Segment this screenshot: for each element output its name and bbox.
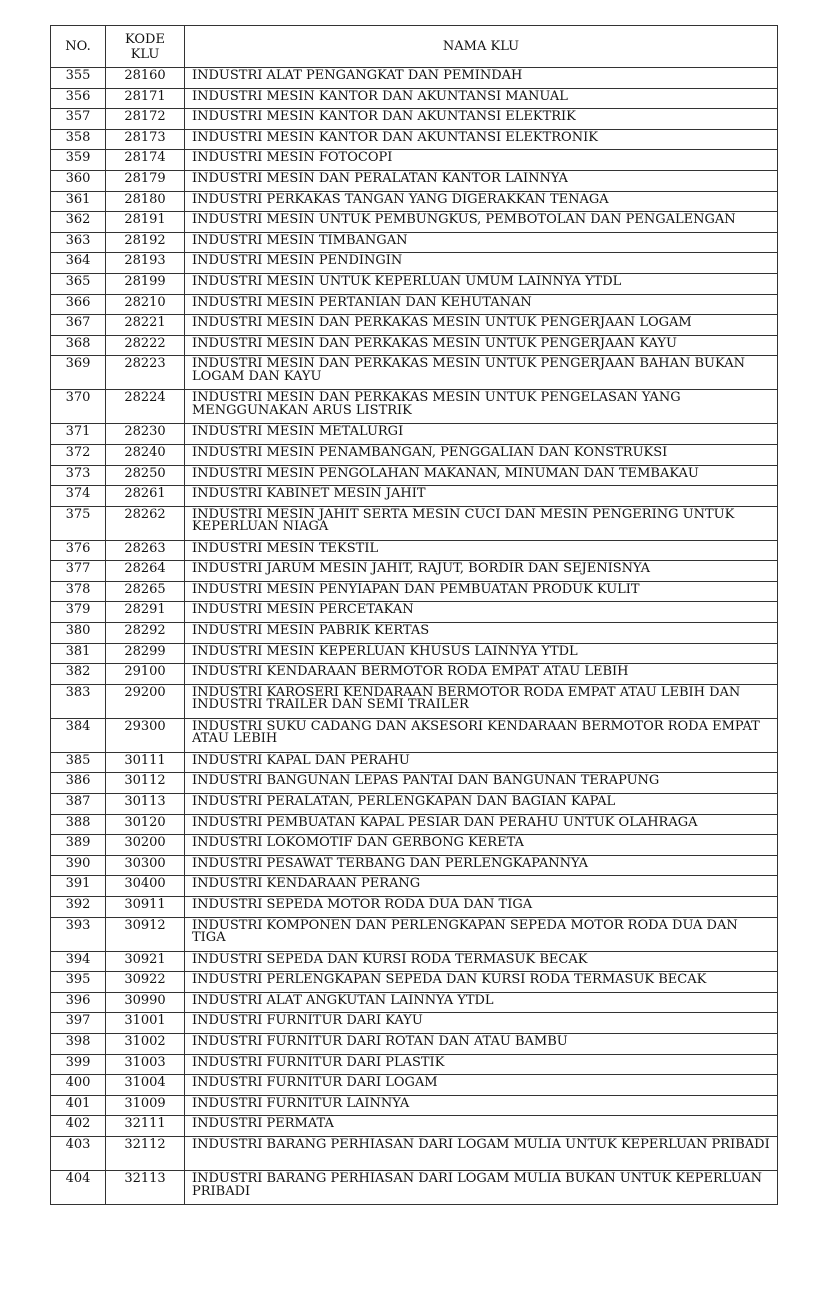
row-no: 404 — [51, 1170, 106, 1204]
row-no: 375 — [51, 506, 106, 540]
table-row — [51, 444, 778, 465]
row-nama-klu: INDUSTRI PERMATA — [185, 1116, 778, 1137]
header-kode-line1: KODE — [125, 31, 165, 47]
row-no: 373 — [51, 465, 106, 486]
table-row — [51, 232, 778, 253]
row-no: 356 — [51, 88, 106, 109]
row-kode-klu: 28265 — [106, 581, 185, 602]
row-no: 355 — [51, 68, 106, 89]
row-kode-klu: 31002 — [106, 1033, 185, 1054]
row-no: 392 — [51, 897, 106, 918]
row-kode-klu: 29200 — [106, 684, 185, 718]
row-kode-klu: 28262 — [106, 506, 185, 540]
row-no: 381 — [51, 643, 106, 664]
table-row — [51, 876, 778, 897]
table-row — [51, 623, 778, 644]
row-nama-klu: INDUSTRI MESIN DAN PERKAKAS MESIN UNTUK PENGERJAAN LOGAM — [185, 315, 778, 336]
klu-table — [50, 25, 778, 1205]
row-no: 393 — [51, 917, 106, 951]
row-kode-klu: 30400 — [106, 876, 185, 897]
row-nama-klu: INDUSTRI PESAWAT TERBANG DAN PERLENGKAPANNYA — [185, 855, 778, 876]
row-nama-klu: INDUSTRI KOMPONEN DAN PERLENGKAPAN SEPEDA MOTOR RODA DUA DAN TIGA — [185, 917, 778, 951]
header-no: NO. — [51, 26, 106, 68]
row-no: 399 — [51, 1054, 106, 1075]
row-kode-klu: 28263 — [106, 540, 185, 561]
row-kode-klu: 28291 — [106, 602, 185, 623]
row-nama-klu: INDUSTRI MESIN PABRIK KERTAS — [185, 623, 778, 644]
table-row — [51, 170, 778, 191]
table-row — [51, 540, 778, 561]
header-row — [51, 26, 778, 68]
table-row — [51, 1075, 778, 1096]
row-kode-klu: 29100 — [106, 664, 185, 685]
row-no: 369 — [51, 356, 106, 390]
table-row — [51, 68, 778, 89]
table-row — [51, 835, 778, 856]
row-no: 397 — [51, 1013, 106, 1034]
table-row — [51, 486, 778, 507]
row-kode-klu: 28192 — [106, 232, 185, 253]
table-row — [51, 150, 778, 171]
row-kode-klu: 30300 — [106, 855, 185, 876]
row-nama-klu: INDUSTRI SEPEDA DAN KURSI RODA TERMASUK BECAK — [185, 951, 778, 972]
row-kode-klu: 28199 — [106, 273, 185, 294]
row-no: 358 — [51, 129, 106, 150]
row-nama-klu: INDUSTRI MESIN KEPERLUAN KHUSUS LAINNYA YTDL — [185, 643, 778, 664]
row-no: 385 — [51, 752, 106, 773]
row-no: 379 — [51, 602, 106, 623]
row-kode-klu: 30111 — [106, 752, 185, 773]
row-no: 366 — [51, 294, 106, 315]
table-row — [51, 294, 778, 315]
row-no: 382 — [51, 664, 106, 685]
row-kode-klu: 30990 — [106, 992, 185, 1013]
table-row — [51, 814, 778, 835]
row-kode-klu: 28173 — [106, 129, 185, 150]
row-no: 368 — [51, 335, 106, 356]
row-nama-klu: INDUSTRI KABINET MESIN JAHIT — [185, 486, 778, 507]
table-row — [51, 897, 778, 918]
row-kode-klu: 29300 — [106, 718, 185, 752]
row-kode-klu: 28160 — [106, 68, 185, 89]
row-kode-klu: 28230 — [106, 424, 185, 445]
row-kode-klu: 30112 — [106, 773, 185, 794]
table-row — [51, 561, 778, 582]
row-kode-klu: 28171 — [106, 88, 185, 109]
row-no: 371 — [51, 424, 106, 445]
row-nama-klu: INDUSTRI MESIN DAN PERKAKAS MESIN UNTUK PENGERJAAN BAHAN BUKAN LOGAM DAN KAYU — [185, 356, 778, 390]
row-no: 370 — [51, 390, 106, 424]
row-no: 390 — [51, 855, 106, 876]
row-kode-klu: 28210 — [106, 294, 185, 315]
row-kode-klu: 31004 — [106, 1075, 185, 1096]
row-kode-klu: 28250 — [106, 465, 185, 486]
row-no: 367 — [51, 315, 106, 336]
row-nama-klu: INDUSTRI MESIN JAHIT SERTA MESIN CUCI DAN MESIN PENGERING UNTUK KEPERLUAN NIAGA — [185, 506, 778, 540]
row-no: 378 — [51, 581, 106, 602]
row-kode-klu: 31009 — [106, 1095, 185, 1116]
table-row — [51, 253, 778, 274]
row-nama-klu: INDUSTRI SEPEDA MOTOR RODA DUA DAN TIGA — [185, 897, 778, 918]
table-row — [51, 1136, 778, 1170]
row-kode-klu: 30912 — [106, 917, 185, 951]
row-kode-klu: 28240 — [106, 444, 185, 465]
row-nama-klu: INDUSTRI KAROSERI KENDARAAN BERMOTOR RODA EMPAT ATAU LEBIH DAN INDUSTRI TRAILER DAN SEMI TRAILER — [185, 684, 778, 718]
row-kode-klu: 28222 — [106, 335, 185, 356]
row-nama-klu: INDUSTRI MESIN UNTUK PEMBUNGKUS, PEMBOTOLAN DAN PENGALENGAN — [185, 212, 778, 233]
row-kode-klu: 28180 — [106, 191, 185, 212]
table-row — [51, 212, 778, 233]
table-row — [51, 684, 778, 718]
row-no: 372 — [51, 444, 106, 465]
row-no: 360 — [51, 170, 106, 191]
row-no: 391 — [51, 876, 106, 897]
row-nama-klu: INDUSTRI PERLENGKAPAN SEPEDA DAN KURSI RODA TERMASUK BECAK — [185, 972, 778, 993]
table-row — [51, 992, 778, 1013]
table-row — [51, 752, 778, 773]
row-nama-klu: INDUSTRI ALAT PENGANGKAT DAN PEMINDAH — [185, 68, 778, 89]
row-no: 388 — [51, 814, 106, 835]
table-row — [51, 1095, 778, 1116]
table-row — [51, 129, 778, 150]
row-kode-klu: 30911 — [106, 897, 185, 918]
row-no: 389 — [51, 835, 106, 856]
table-row — [51, 581, 778, 602]
row-nama-klu: INDUSTRI MESIN KANTOR DAN AKUNTANSI MANUAL — [185, 88, 778, 109]
table-row — [51, 917, 778, 951]
row-nama-klu: INDUSTRI MESIN KANTOR DAN AKUNTANSI ELEKTRIK — [185, 109, 778, 130]
row-nama-klu: INDUSTRI BARANG PERHIASAN DARI LOGAM MULIA BUKAN UNTUK KEPERLUAN PRIBADI — [185, 1170, 778, 1204]
row-no: 396 — [51, 992, 106, 1013]
row-kode-klu: 28299 — [106, 643, 185, 664]
table-row — [51, 718, 778, 752]
table-row — [51, 390, 778, 424]
row-kode-klu: 28221 — [106, 315, 185, 336]
row-nama-klu: INDUSTRI MESIN PERTANIAN DAN KEHUTANAN — [185, 294, 778, 315]
row-kode-klu: 30200 — [106, 835, 185, 856]
header-kode-line2: KLU — [130, 46, 160, 62]
row-kode-klu: 30120 — [106, 814, 185, 835]
row-no: 365 — [51, 273, 106, 294]
table-row — [51, 1013, 778, 1034]
row-nama-klu: INDUSTRI PERALATAN, PERLENGKAPAN DAN BAGIAN KAPAL — [185, 794, 778, 815]
table-row — [51, 1054, 778, 1075]
table-row — [51, 273, 778, 294]
row-no: 361 — [51, 191, 106, 212]
row-no: 394 — [51, 951, 106, 972]
row-kode-klu: 28223 — [106, 356, 185, 390]
table-row — [51, 424, 778, 445]
row-nama-klu: INDUSTRI MESIN DAN PERKAKAS MESIN UNTUK PENGERJAAN KAYU — [185, 335, 778, 356]
row-nama-klu: INDUSTRI KENDARAAN BERMOTOR RODA EMPAT ATAU LEBIH — [185, 664, 778, 685]
table-row — [51, 109, 778, 130]
row-nama-klu: INDUSTRI MESIN DAN PERALATAN KANTOR LAINNYA — [185, 170, 778, 191]
header-nama-klu: NAMA KLU — [185, 26, 778, 68]
table-row — [51, 191, 778, 212]
row-no: 402 — [51, 1116, 106, 1137]
row-kode-klu: 31001 — [106, 1013, 185, 1034]
row-nama-klu: INDUSTRI LOKOMOTIF DAN GERBONG KERETA — [185, 835, 778, 856]
table-row — [51, 1033, 778, 1054]
row-no: 395 — [51, 972, 106, 993]
table-body — [51, 68, 778, 1205]
row-kode-klu: 32113 — [106, 1170, 185, 1204]
row-nama-klu: INDUSTRI FURNITUR DARI PLASTIK — [185, 1054, 778, 1075]
table-row — [51, 465, 778, 486]
row-nama-klu: INDUSTRI MESIN UNTUK KEPERLUAN UMUM LAINNYA YTDL — [185, 273, 778, 294]
row-nama-klu: INDUSTRI FURNITUR DARI LOGAM — [185, 1075, 778, 1096]
row-no: 380 — [51, 623, 106, 644]
table-row — [51, 855, 778, 876]
table-row — [51, 1170, 778, 1204]
row-nama-klu: INDUSTRI PERKAKAS TANGAN YANG DIGERAKKAN TENAGA — [185, 191, 778, 212]
row-kode-klu: 30922 — [106, 972, 185, 993]
row-nama-klu: INDUSTRI MESIN PENAMBANGAN, PENGGALIAN DAN KONSTRUKSI — [185, 444, 778, 465]
row-no: 374 — [51, 486, 106, 507]
table-row — [51, 664, 778, 685]
row-nama-klu: INDUSTRI MESIN PENGOLAHAN MAKANAN, MINUMAN DAN TEMBAKAU — [185, 465, 778, 486]
row-nama-klu: INDUSTRI ALAT ANGKUTAN LAINNYA YTDL — [185, 992, 778, 1013]
row-kode-klu: 28174 — [106, 150, 185, 171]
row-nama-klu: INDUSTRI FURNITUR DARI ROTAN DAN ATAU BAMBU — [185, 1033, 778, 1054]
table-row — [51, 794, 778, 815]
row-no: 400 — [51, 1075, 106, 1096]
row-no: 403 — [51, 1136, 106, 1170]
row-kode-klu: 32111 — [106, 1116, 185, 1137]
table-row — [51, 972, 778, 993]
row-nama-klu: INDUSTRI MESIN PENYIAPAN DAN PEMBUATAN PRODUK KULIT — [185, 581, 778, 602]
row-nama-klu: INDUSTRI MESIN KANTOR DAN AKUNTANSI ELEKTRONIK — [185, 129, 778, 150]
row-kode-klu: 30113 — [106, 794, 185, 815]
row-nama-klu: INDUSTRI FURNITUR DARI KAYU — [185, 1013, 778, 1034]
row-no: 362 — [51, 212, 106, 233]
table-row — [51, 315, 778, 336]
row-nama-klu: INDUSTRI MESIN PENDINGIN — [185, 253, 778, 274]
header-kode-klu — [106, 26, 185, 68]
row-no: 359 — [51, 150, 106, 171]
table-row — [51, 1116, 778, 1137]
table-row — [51, 951, 778, 972]
row-kode-klu: 28261 — [106, 486, 185, 507]
row-kode-klu: 28292 — [106, 623, 185, 644]
row-nama-klu: INDUSTRI SUKU CADANG DAN AKSESORI KENDARAAN BERMOTOR RODA EMPAT ATAU LEBIH — [185, 718, 778, 752]
row-kode-klu: 28193 — [106, 253, 185, 274]
row-kode-klu: 30921 — [106, 951, 185, 972]
row-kode-klu: 28179 — [106, 170, 185, 191]
row-nama-klu: INDUSTRI MESIN TEKSTIL — [185, 540, 778, 561]
row-nama-klu: INDUSTRI MESIN METALURGI — [185, 424, 778, 445]
row-nama-klu: INDUSTRI PEMBUATAN KAPAL PESIAR DAN PERAHU UNTUK OLAHRAGA — [185, 814, 778, 835]
row-no: 384 — [51, 718, 106, 752]
table-row — [51, 356, 778, 390]
row-no: 376 — [51, 540, 106, 561]
row-nama-klu: INDUSTRI MESIN DAN PERKAKAS MESIN UNTUK PENGELASAN YANG MENGGUNAKAN ARUS LISTRIK — [185, 390, 778, 424]
row-no: 377 — [51, 561, 106, 582]
row-no: 383 — [51, 684, 106, 718]
row-nama-klu: INDUSTRI BANGUNAN LEPAS PANTAI DAN BANGUNAN TERAPUNG — [185, 773, 778, 794]
row-no: 364 — [51, 253, 106, 274]
row-nama-klu: INDUSTRI JARUM MESIN JAHIT, RAJUT, BORDIR DAN SEJENISNYA — [185, 561, 778, 582]
row-nama-klu: INDUSTRI MESIN PERCETAKAN — [185, 602, 778, 623]
table-row — [51, 506, 778, 540]
row-no: 398 — [51, 1033, 106, 1054]
row-nama-klu: INDUSTRI MESIN FOTOCOPI — [185, 150, 778, 171]
table-header — [51, 26, 778, 68]
row-no: 401 — [51, 1095, 106, 1116]
table-row — [51, 335, 778, 356]
row-nama-klu: INDUSTRI KAPAL DAN PERAHU — [185, 752, 778, 773]
row-no: 387 — [51, 794, 106, 815]
row-kode-klu: 28191 — [106, 212, 185, 233]
row-no: 386 — [51, 773, 106, 794]
table-row — [51, 602, 778, 623]
row-nama-klu: INDUSTRI KENDARAAN PERANG — [185, 876, 778, 897]
row-no: 357 — [51, 109, 106, 130]
row-nama-klu: INDUSTRI FURNITUR LAINNYA — [185, 1095, 778, 1116]
table-row — [51, 773, 778, 794]
table-row — [51, 88, 778, 109]
row-nama-klu: INDUSTRI BARANG PERHIASAN DARI LOGAM MULIA UNTUK KEPERLUAN PRIBADI — [185, 1136, 778, 1170]
row-no: 363 — [51, 232, 106, 253]
row-kode-klu: 28264 — [106, 561, 185, 582]
row-kode-klu: 28172 — [106, 109, 185, 130]
table-row — [51, 643, 778, 664]
row-kode-klu: 31003 — [106, 1054, 185, 1075]
row-kode-klu: 32112 — [106, 1136, 185, 1170]
row-kode-klu: 28224 — [106, 390, 185, 424]
row-nama-klu: INDUSTRI MESIN TIMBANGAN — [185, 232, 778, 253]
